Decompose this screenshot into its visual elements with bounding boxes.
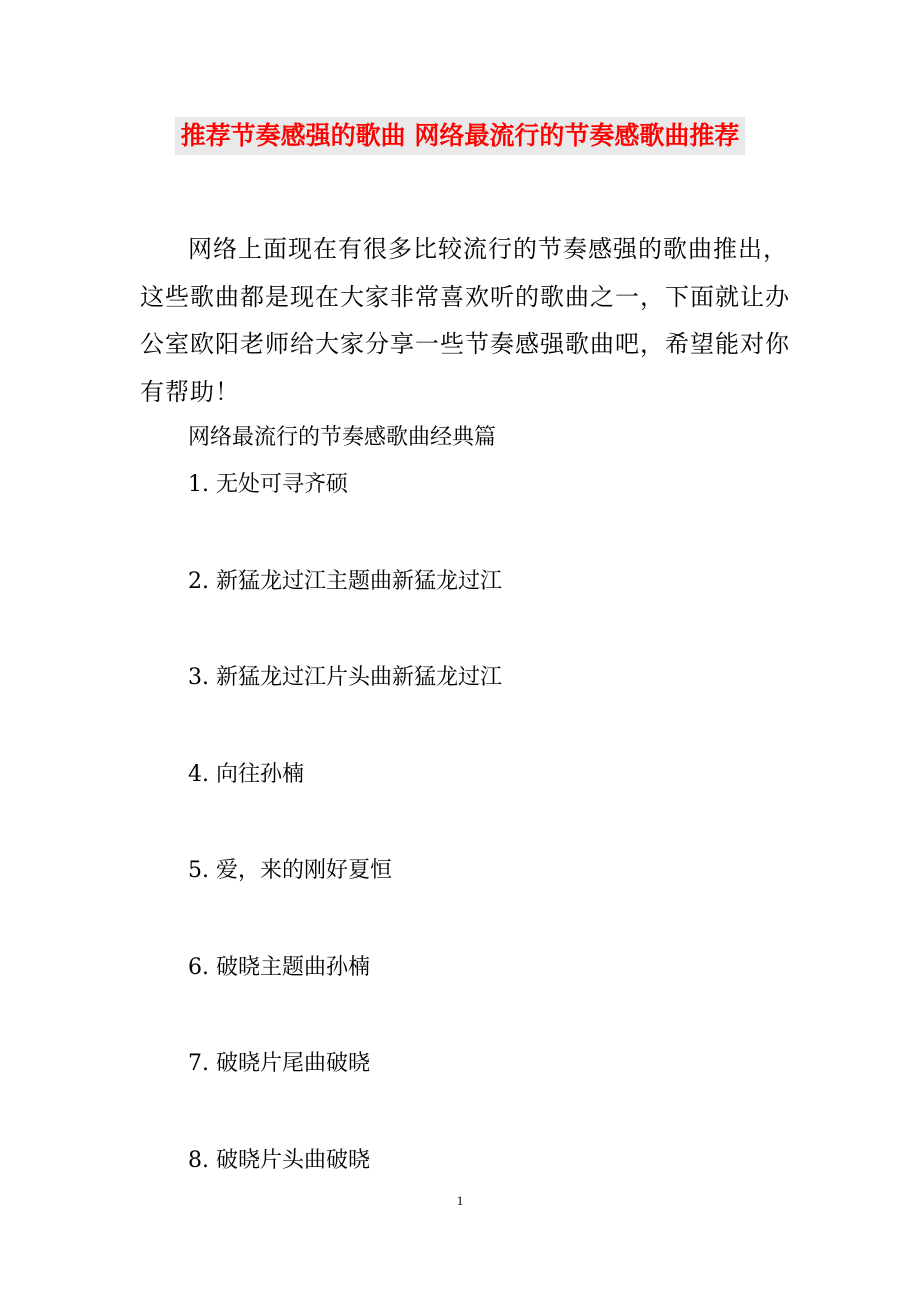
document-title: 推荐节奏感强的歌曲 网络最流行的节奏感歌曲推荐	[175, 117, 746, 155]
list-item: 1. 无处可寻齐硕	[188, 472, 348, 497]
list-item: 3. 新猛龙过江片头曲新猛龙过江	[188, 665, 502, 690]
title-container	[0, 117, 920, 155]
list-item: 4. 向往孙楠	[188, 761, 304, 787]
list-item: 8. 破晓片头曲破晓	[188, 1147, 370, 1173]
song-list	[188, 465, 502, 1237]
list-item: 2. 新猛龙过江主题曲新猛龙过江	[188, 568, 502, 594]
list-item: 5. 爱，来的刚好夏恒	[188, 858, 392, 883]
intro-paragraph: 网络上面现在有很多比较流行的节奏感强的歌曲推出，这些歌曲都是现在大家非常喜欢听的歌曲之一，下面就让办公室欧阳老师给大家分享一些节奏感强歌曲吧，希望能对你有帮助！	[140, 235, 790, 406]
page-number: 1	[456, 1193, 464, 1208]
section-subtitle: 网络最流行的节奏感歌曲经典篇	[188, 425, 497, 450]
list-item: 7. 破晓片尾曲破晓	[188, 1051, 370, 1076]
list-item: 6. 破晓主题曲孙楠	[188, 954, 370, 980]
